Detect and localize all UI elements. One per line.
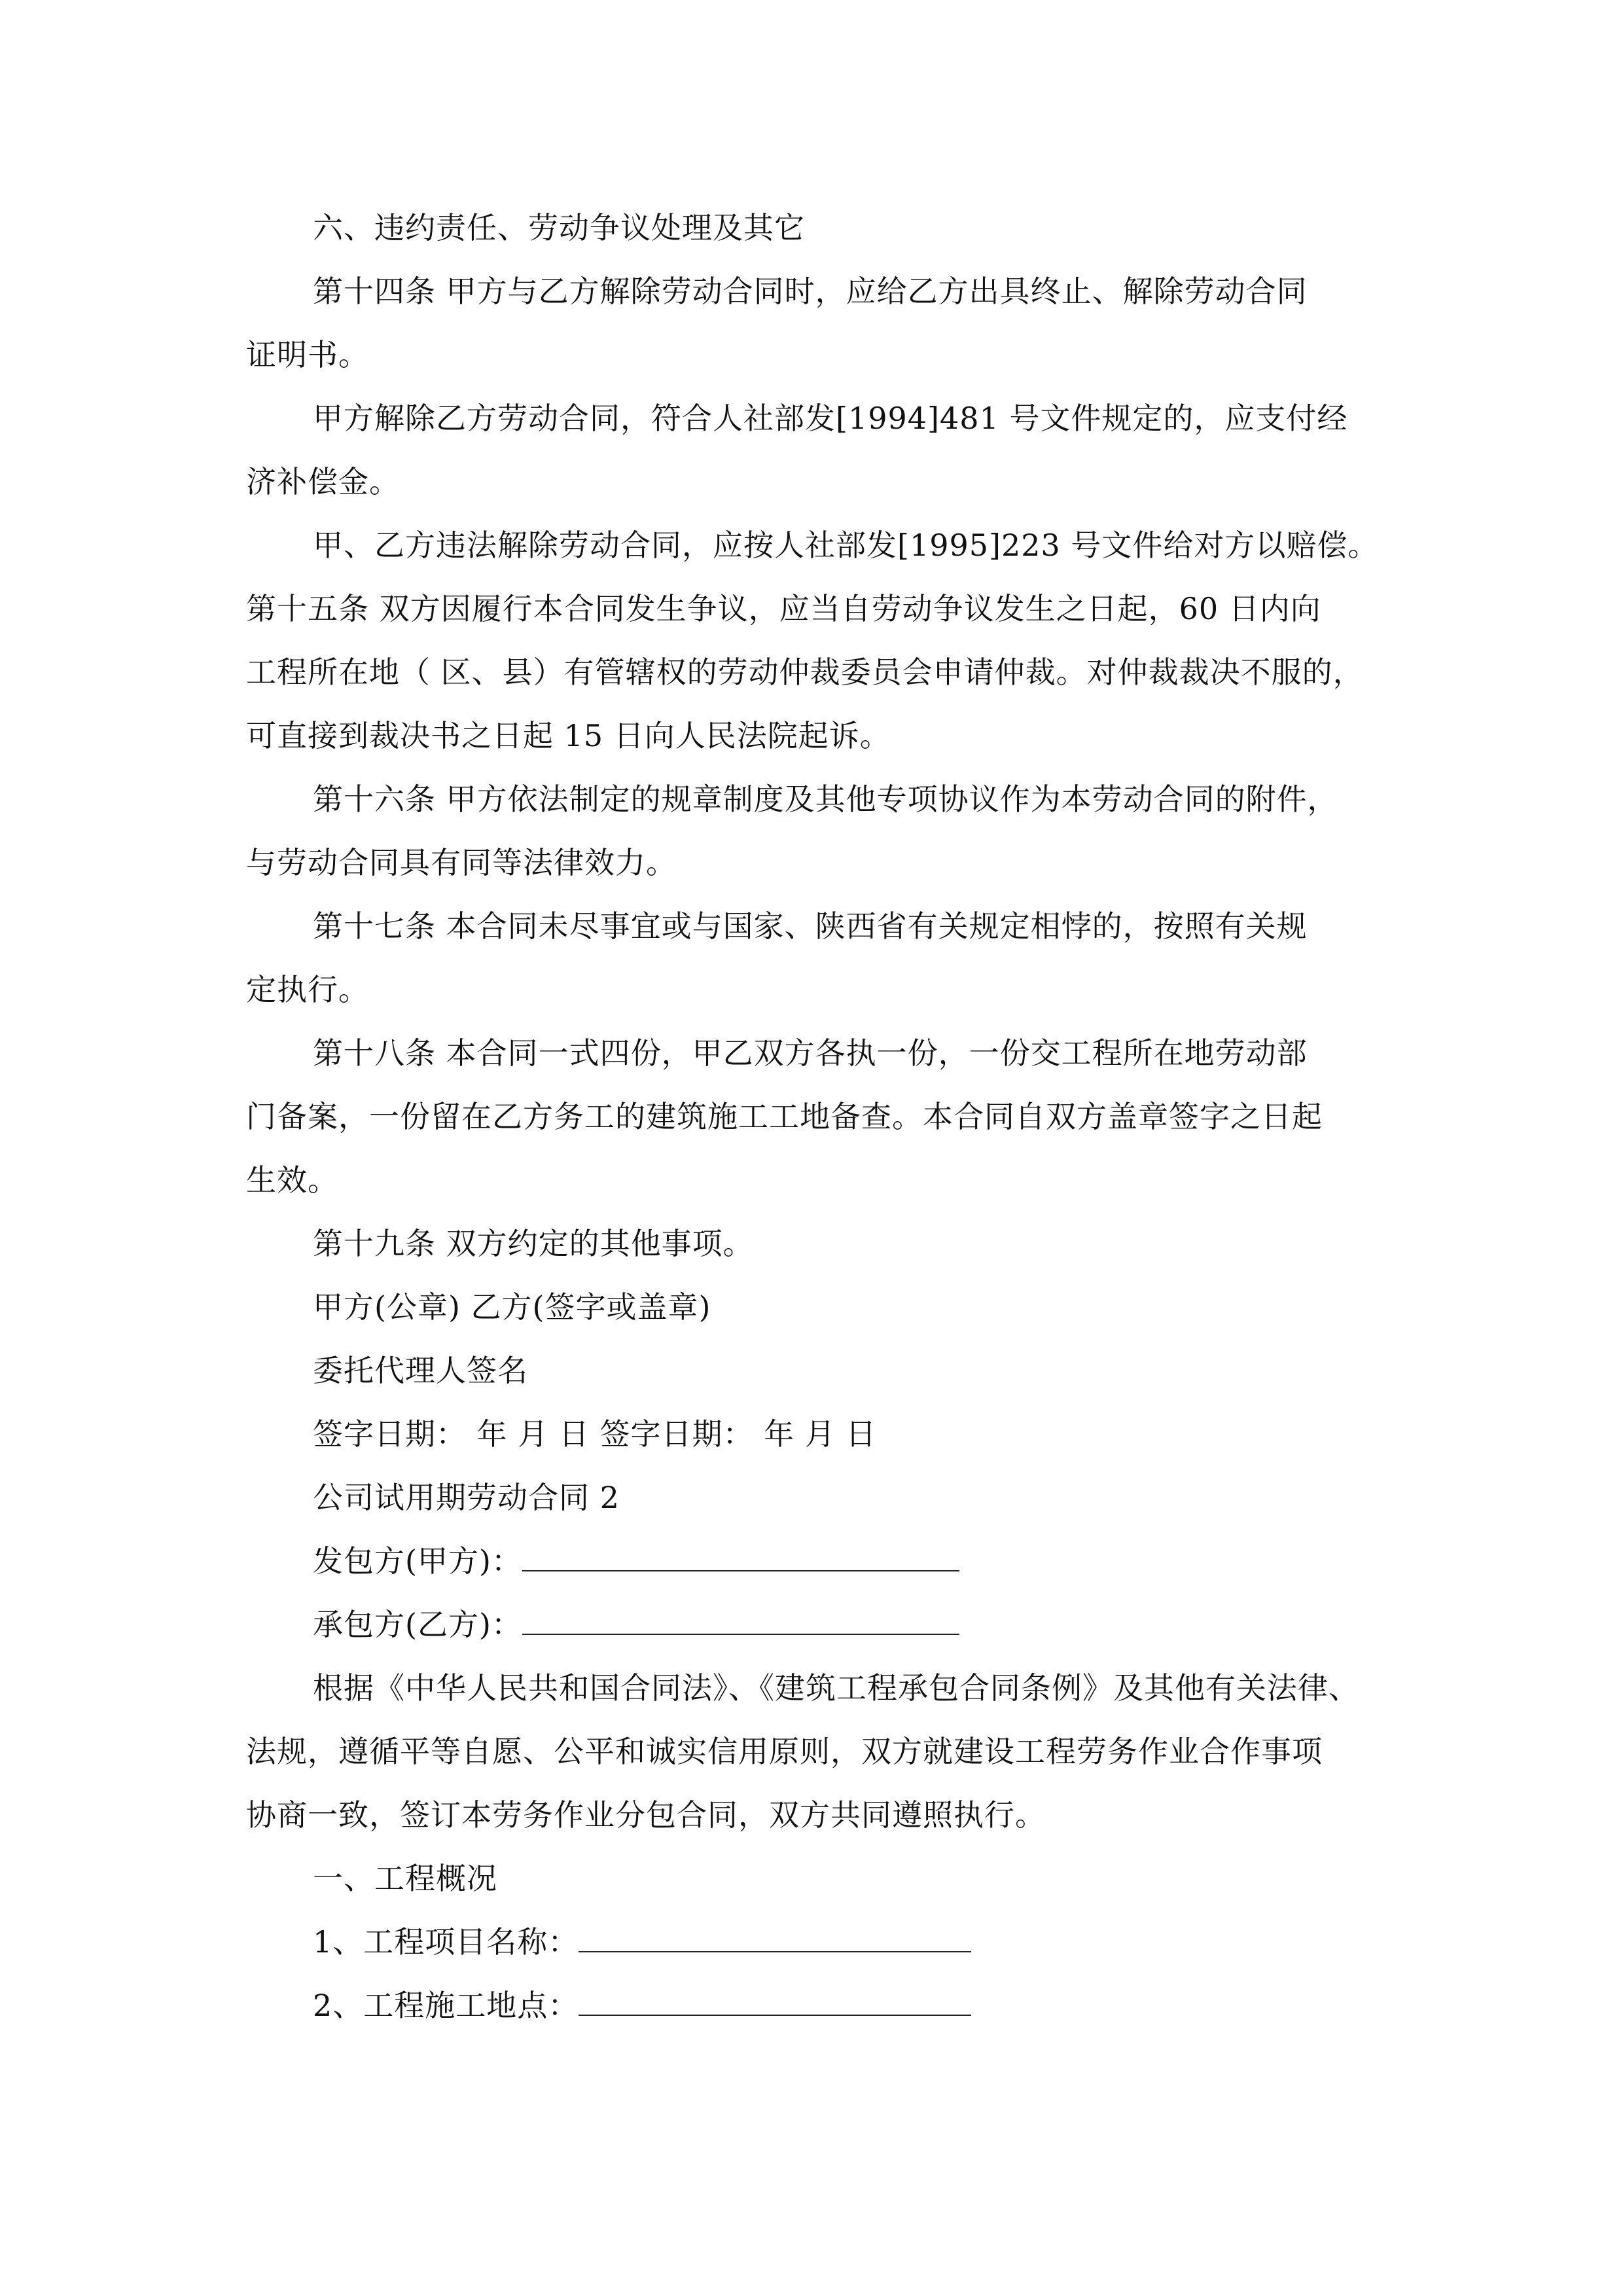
article-18-line-3: 生效。 [246,1162,338,1198]
preamble-line-1: 根据《中华人民共和国合同法》、《建筑工程承包合同条例》及其他有关法律、 [313,1670,1359,1706]
paragraph-line: 济补偿金。 [246,464,400,499]
contract-title: 公司试用期劳动合同 2 [313,1480,620,1515]
project-name-label: 1、工程项目名称： [313,1924,579,1960]
paragraph-line: 甲、乙方违法解除劳动合同，应按人社部发[1995]223 号文件给对方以赔偿。 [313,528,1379,563]
article-14-line-2: 证明书。 [246,337,369,372]
project-location-label: 2、工程施工地点： [313,1988,579,2023]
party-signatures: 甲方(公章) 乙方(签字或盖章) [313,1289,711,1325]
project-name-blank [579,1922,971,1952]
preamble-line-2: 法规，遵循平等自愿、公平和诚实信用原则，双方就建设工程劳务作业合作事项 [246,1734,1323,1769]
project-name-field [313,1922,971,1962]
article-18-line-1: 第十八条 本合同一式四份，甲乙双方各执一份，一份交工程所在地劳动部 [313,1035,1308,1071]
article-17-line-1: 第十七条 本合同未尽事宜或与国家、陕西省有关规定相悖的，按照有关规 [313,908,1308,944]
paragraph-line: 甲方解除乙方劳动合同，符合人社部发[1994]481 号文件规定的，应支付经 [313,401,1348,436]
project-location-field [313,1986,971,2025]
article-15-line-1: 第十五条 双方因履行本合同发生争议，应当自劳动争议发生之日起，60 日内向 [246,591,1321,626]
article-14-line-1: 第十四条 甲方与乙方解除劳动合同时，应给乙方出具终止、解除劳动合同 [313,274,1308,309]
project-location-blank [579,1986,971,2016]
party-b-blank [522,1605,959,1635]
section-heading-1: 一、工程概况 [313,1861,497,1896]
article-16-line-1: 第十六条 甲方依法制定的规章制度及其他专项协议作为本劳动合同的附件， [313,781,1338,817]
article-17-line-2: 定执行。 [246,972,369,1007]
article-19: 第十九条 双方约定的其他事项。 [313,1226,754,1261]
party-b-label: 承包方(乙方)： [313,1607,522,1642]
preamble-line-3: 协商一致，签订本劳务作业分包合同，双方共同遵照执行。 [246,1797,1046,1833]
signing-dates: 签字日期： 年 月 日 签字日期： 年 月 日 [313,1416,877,1452]
party-a-field [313,1541,959,1581]
section-heading-6: 六、违约责任、劳动争议处理及其它 [313,210,805,245]
party-a-blank [522,1541,959,1571]
article-18-line-2: 门备案，一份留在乙方务工的建筑施工工地备查。本合同自双方盖章签字之日起 [246,1099,1323,1134]
party-b-field [313,1605,959,1644]
article-15-line-2: 工程所在地（ 区、县）有管辖权的劳动仲裁委员会申请仲裁。对仲裁裁决不服的， [246,655,1364,690]
article-16-line-2: 与劳动合同具有同等法律效力。 [246,845,677,880]
party-a-label: 发包方(甲方)： [313,1543,522,1579]
article-15-line-3: 可直接到裁决书之日起 15 日向人民法院起诉。 [246,718,891,753]
agent-signature: 委托代理人签名 [313,1353,528,1388]
